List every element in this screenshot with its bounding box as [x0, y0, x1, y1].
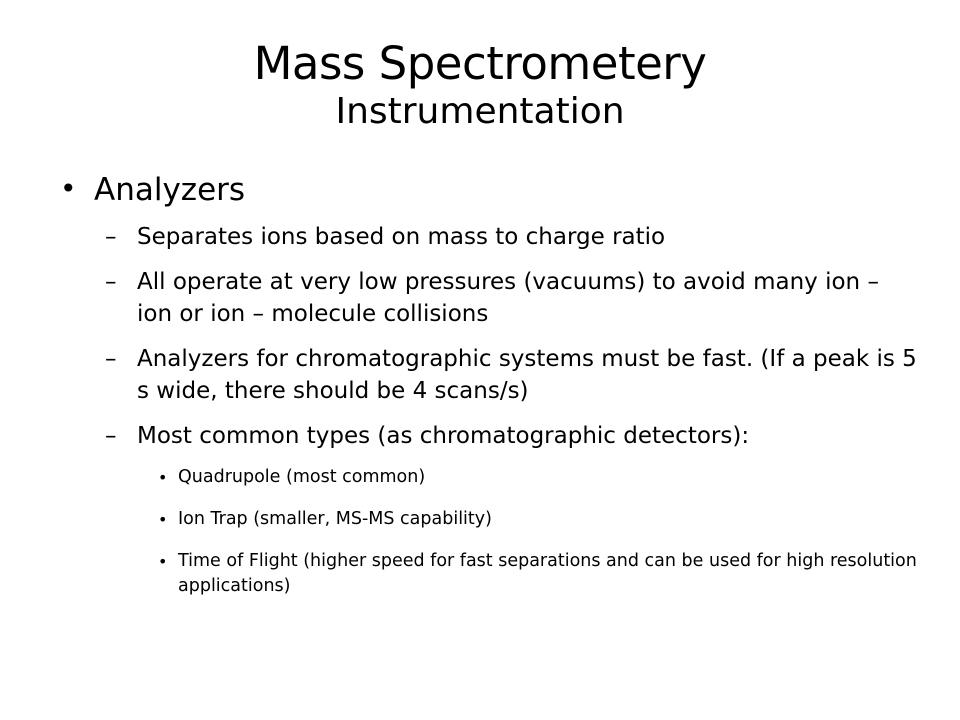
sub-sub-bullet-text: Ion Trap (smaller, MS-MS capability)	[178, 509, 492, 530]
bullet-dot-icon: •	[158, 468, 168, 488]
dash-icon: –	[105, 224, 117, 251]
bullet-dot-icon: •	[158, 510, 168, 530]
sub-sub-bullet	[60, 465, 920, 490]
sub-sub-bullet	[60, 549, 920, 599]
sub-sub-bullet	[60, 507, 920, 532]
sub-bullet	[60, 420, 920, 452]
dash-icon: –	[105, 423, 117, 450]
bullet-list	[60, 172, 920, 616]
slide-title: Mass Spectrometery	[253, 37, 707, 90]
sub-bullet-text: Separates ions based on mass to charge ratio	[137, 224, 666, 251]
sub-bullet	[60, 343, 920, 407]
slide-subtitle: Instrumentation	[335, 91, 625, 133]
sub-bullet	[60, 266, 920, 330]
sub-sub-bullet-text: Time of Flight (higher speed for fast separations and can be used for high resolution applications)	[178, 551, 917, 597]
sub-bullet	[60, 221, 920, 253]
sub-bullet-text: Analyzers for chromatographic systems must be fast. (If a peak is 5 s wide, there should be 4 scans/s)	[137, 346, 917, 405]
sub-bullet-text: Most common types (as chromatographic detectors):	[137, 423, 750, 450]
bullet-text: Analyzers	[94, 172, 246, 208]
sub-sub-bullet-text: Quadrupole (most common)	[178, 467, 426, 488]
bullet-dot-icon: •	[60, 172, 77, 205]
dash-icon: –	[105, 346, 117, 373]
bullet-dot-icon: •	[158, 552, 168, 572]
dash-icon: –	[105, 269, 117, 296]
slide-title-block	[0, 37, 960, 133]
bullet-analyzers	[60, 172, 920, 209]
sub-bullet-text: All operate at very low pressures (vacuums) to avoid many ion – ion or ion – molecule collisions	[137, 269, 879, 328]
